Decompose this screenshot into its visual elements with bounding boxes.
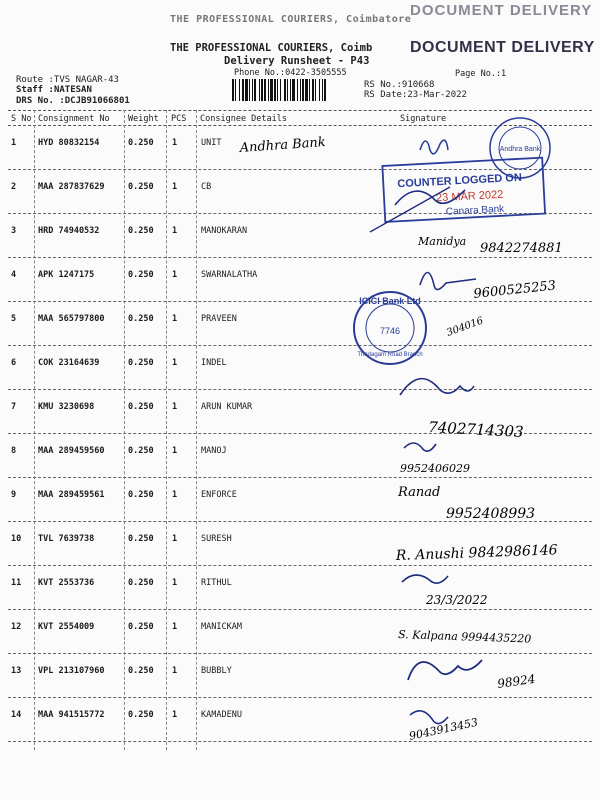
icici-bank-stamp — [354, 292, 426, 364]
col-header-consignee: Consignee Details — [200, 114, 287, 124]
col-header-weight: Weight — [128, 114, 159, 124]
signature-stroke — [370, 187, 450, 232]
company-name: THE PROFESSIONAL COURIERS, Coimb — [170, 42, 373, 54]
handwritten-row8-phone: 9952406029 — [400, 462, 470, 475]
consignment-cell: MAA 565797800 — [38, 314, 105, 324]
weight-cell: 0.250 — [128, 270, 154, 280]
consignee-cell: ARUN KUMAR — [201, 402, 253, 412]
col-header-pcs: PCS — [171, 114, 187, 124]
consignee-cell: UNIT — [201, 138, 222, 148]
pcs-cell: 1 — [172, 270, 178, 280]
pcs-cell: 1 — [172, 314, 178, 324]
consignment-cell: MAA 941515772 — [38, 710, 105, 720]
route-label: Route :TVS NAGAR-43 — [16, 75, 119, 85]
weight-cell: 0.250 — [128, 314, 154, 324]
counter-stamp-bank: Canara Bank — [445, 203, 505, 218]
signature-row4 — [420, 273, 476, 290]
weight-cell: 0.250 — [128, 666, 154, 676]
handwritten-row14-phone: 9043913453 — [407, 715, 480, 743]
consignment-cell: MAA 287837629 — [38, 182, 105, 192]
consignment-cell: MAA 289459560 — [38, 446, 105, 456]
signature-row1 — [420, 140, 448, 154]
phone-number: Phone No.:0422-3505555 — [234, 68, 347, 78]
handwritten-row7-phone: 7402714303 — [427, 418, 525, 441]
icici-stamp-branch: Thadagam Road Branch — [357, 352, 423, 358]
consignee-cell: MANOKARAN — [201, 226, 248, 236]
consignment-cell: KMU 3230698 — [38, 402, 95, 412]
staff-name: NATESAN — [53, 85, 92, 95]
pcs-cell: 1 — [172, 226, 178, 236]
consignment-cell: APK 1247175 — [38, 270, 95, 280]
consignee-cell: KAMADENU — [201, 710, 242, 720]
counter-logged-stamp — [382, 158, 545, 222]
handwritten-row4-phone: 9600525253 — [472, 278, 557, 302]
faded-stamp-duplicate: DOCUMENT DELIVERY — [410, 2, 593, 19]
handwritten-row9-name: Ranad — [398, 485, 441, 500]
weight-cell: 0.250 — [128, 534, 154, 544]
sno-cell: 13 — [11, 666, 22, 676]
consignment-cell: VPL 213107960 — [38, 666, 105, 676]
sno-cell: 8 — [11, 446, 17, 456]
sno-cell: 10 — [11, 534, 22, 544]
consignment-cell: KVT 2554009 — [38, 622, 95, 632]
icici-stamp-name: ICICI Bank Ltd — [359, 296, 421, 306]
sno-cell: 6 — [11, 358, 17, 368]
weight-cell: 0.250 — [128, 710, 154, 720]
consignment-cell: HRD 74940532 — [38, 226, 100, 236]
sno-cell: 2 — [11, 182, 17, 192]
consignee-cell: ENFORCE — [201, 490, 237, 500]
pcs-cell: 1 — [172, 534, 178, 544]
handwritten-andhra-bank: Andhra Bank — [239, 135, 327, 156]
weight-cell: 0.250 — [128, 138, 154, 148]
sno-cell: 1 — [11, 138, 17, 148]
handwritten-row3-phone: 9842274881 — [480, 241, 563, 256]
handwritten-row3-name: Manidya — [418, 235, 467, 248]
sno-cell: 11 — [11, 578, 22, 588]
pcs-cell: 1 — [172, 666, 178, 676]
weight-cell: 0.250 — [128, 402, 154, 412]
col-header-signature: Signature — [400, 114, 447, 124]
handwritten-row9-phone: 9952408993 — [446, 506, 536, 522]
sno-cell: 12 — [11, 622, 22, 632]
pcs-cell: 1 — [172, 622, 178, 632]
signature-row13 — [408, 660, 482, 680]
pcs-cell: 1 — [172, 446, 178, 456]
pcs-cell: 1 — [172, 358, 178, 368]
weight-cell: 0.250 — [128, 578, 154, 588]
sno-cell: 5 — [11, 314, 17, 324]
signature-row8 — [404, 443, 436, 451]
sno-cell: 3 — [11, 226, 17, 236]
weight-cell: 0.250 — [128, 446, 154, 456]
consignee-cell: CB — [201, 182, 212, 192]
drs-number: DRS No. :DCJB91066801 — [16, 96, 130, 106]
signature-row14 — [410, 711, 448, 724]
col-header-sno: S No — [11, 114, 32, 124]
signature-row11 — [402, 575, 448, 583]
sno-cell: 7 — [11, 402, 17, 412]
pcs-cell: 1 — [172, 578, 178, 588]
staff-label: Staff : — [16, 85, 54, 95]
consignee-cell: INDEL — [201, 358, 227, 368]
handwritten-row11-date: 23/3/2022 — [426, 593, 488, 607]
consignment-cell: HYD 80832154 — [38, 138, 100, 148]
consignee-cell: SWARNALATHA — [201, 270, 258, 280]
faded-header-duplicate: THE PROFESSIONAL COURIERS, Coimbatore — [170, 14, 412, 25]
rs-number: RS No.:910668 — [364, 80, 435, 90]
pcs-cell: 1 — [172, 710, 178, 720]
sno-cell: 9 — [11, 490, 17, 500]
pcs-cell: 1 — [172, 138, 178, 148]
consignment-cell: MAA 289459561 — [38, 490, 105, 500]
consignee-cell: MANOJ — [201, 446, 227, 456]
handwritten-row5-code: 304016 — [445, 315, 485, 339]
consignee-cell: PRAVEEN — [201, 314, 237, 324]
counter-stamp-title: COUNTER LOGGED ON — [397, 171, 523, 191]
page-number: Page No.:1 — [455, 69, 507, 79]
counter-stamp-date: 23 MAR 2022 — [435, 188, 504, 205]
pcs-cell: 1 — [172, 402, 178, 412]
handwritten-row13-phone: 98924 — [496, 671, 537, 691]
handwritten-row12-signature: S. Kalpana 9994435220 — [397, 628, 532, 646]
consignee-cell: BUBBLY — [201, 666, 232, 676]
weight-cell: 0.250 — [128, 490, 154, 500]
consignee-cell: RITHUL — [201, 578, 232, 588]
round-bank-stamp — [490, 118, 550, 178]
weight-cell: 0.250 — [128, 358, 154, 368]
rs-date: RS Date:23-Mar-2022 — [364, 90, 467, 100]
sno-cell: 14 — [11, 710, 22, 720]
weight-cell: 0.250 — [128, 622, 154, 632]
consignee-cell: MANICKAM — [201, 622, 242, 632]
consignee-cell: SURESH — [201, 534, 232, 544]
icici-stamp-code: 7746 — [379, 326, 401, 336]
sno-cell: 4 — [11, 270, 17, 280]
round-stamp-text: Andhra Bank — [499, 146, 541, 153]
consignment-cell: COK 23164639 — [38, 358, 100, 368]
handwritten-row10-signature: R. Anushi 9842986146 — [395, 542, 558, 564]
consignment-cell: TVL 7639738 — [38, 534, 95, 544]
consignment-cell: KVT 2553736 — [38, 578, 95, 588]
runsheet-title: Delivery Runsheet - P43 — [224, 55, 370, 67]
document-delivery-stamp: DOCUMENT DELIVERY — [410, 39, 595, 56]
weight-cell: 0.250 — [128, 226, 154, 236]
weight-cell: 0.250 — [128, 182, 154, 192]
pcs-cell: 1 — [172, 182, 178, 192]
pcs-cell: 1 — [172, 490, 178, 500]
signature-row7 — [400, 379, 474, 395]
col-header-consignment: Consignment No — [38, 114, 110, 124]
